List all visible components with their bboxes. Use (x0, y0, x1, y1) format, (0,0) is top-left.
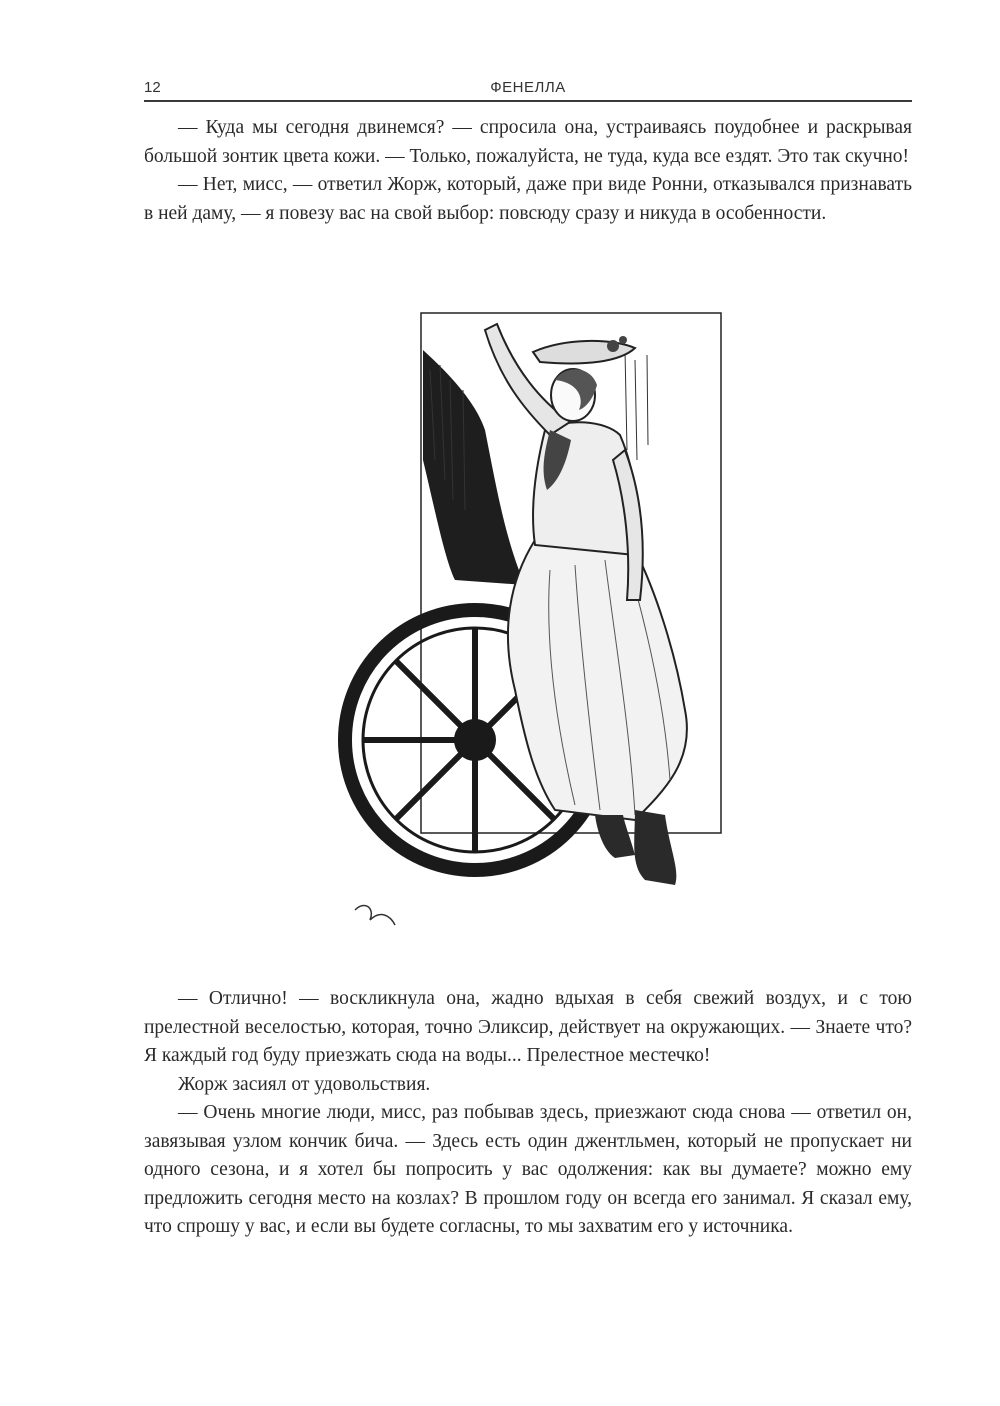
paragraph: — Нет, мисс, — ответил Жорж, который, даже при виде Ронни, отказывался признавать в ней даму, — я повезу вас на свой выбор: повсюду сразу и никуда в особенности. (144, 174, 912, 224)
paragraph: Жорж засиял от удовольствия. (178, 1073, 431, 1095)
artist-signature (355, 905, 395, 925)
paragraph: — Очень многие люди, мисс, раз побывав здесь, приезжают сюда снова — ответил он, завязывая узлом кончик бича. — Здесь есть один джентльмен, который не пропускает ни одного сезона, и я хотел бы попросить у вас одолжения: как вы думаете? можно ему предложить сегодня место на козлах? В прошлом году он всегда его занимал. Я сказал ему, что спрошу у вас, и если вы будете согласны, то мы захватим его у источника. (144, 1102, 912, 1237)
bottom-text-block (144, 985, 912, 1242)
woman-boot (634, 810, 676, 885)
paragraph: — Отлично! — воскликнула она, жадно вдыхая в себя свежий воздух, и с тою прелестной веселостью, которая, точно Эликсир, действует на окружающих. — Знаете что? Я каждый год буду приезжать сюда на воды... Прелестное местечко! (144, 988, 912, 1066)
woman-skirt (508, 540, 687, 820)
paragraph: — Куда мы сегодня двинемся? — спросила она, устраиваясь поудобнее и раскрывая большой зонтик цвета кожи. — Только, пожалуйста, не туда, куда все ездят. Это так скучно! (144, 117, 912, 167)
running-title: ФЕНЕЛЛА (490, 79, 566, 96)
page-number: 12 (144, 79, 161, 96)
woman-boot (595, 815, 635, 858)
illustration-woman-climbing-carriage (335, 310, 725, 950)
woman-hat (533, 341, 635, 364)
top-text-block (144, 114, 912, 228)
running-head (144, 76, 912, 102)
